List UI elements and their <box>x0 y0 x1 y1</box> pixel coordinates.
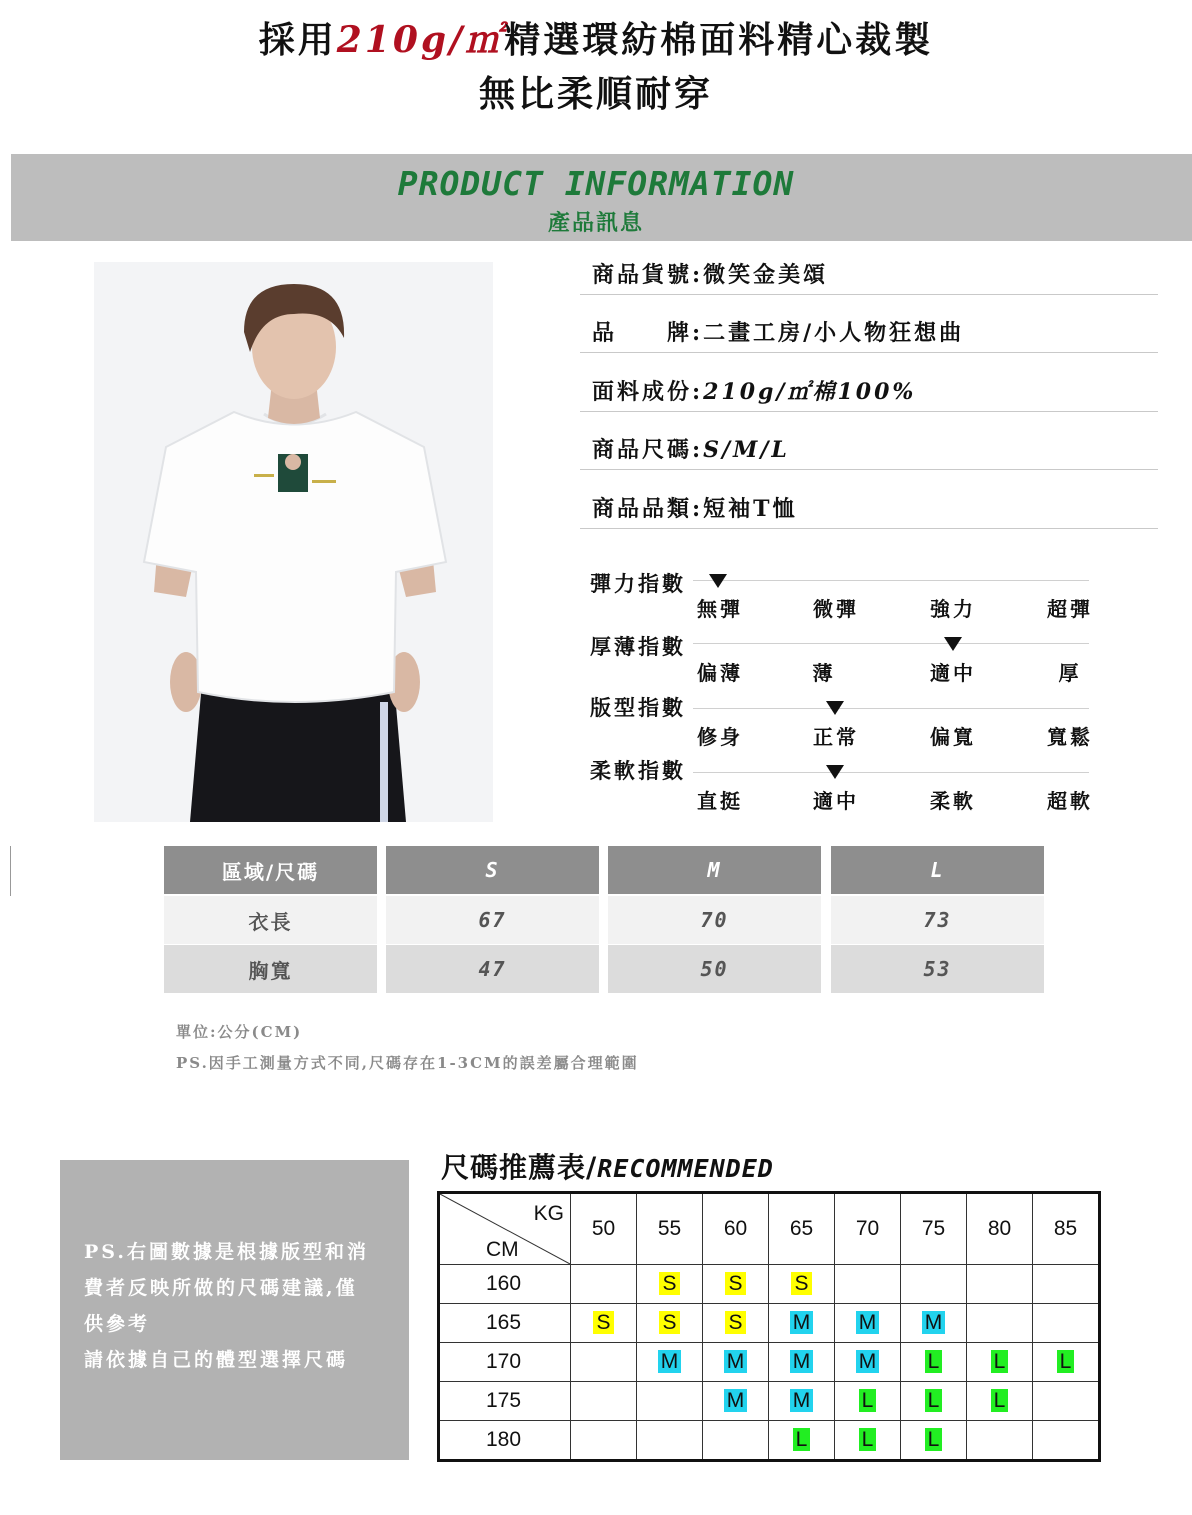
headline-line-2: 無比柔順耐穿 <box>478 73 713 115</box>
recommendation-row <box>439 1304 1100 1343</box>
size-table-cell: 73 <box>831 896 1044 944</box>
index-option: 無彈 <box>697 597 743 621</box>
kg-label: KG <box>533 1202 564 1225</box>
size-cell <box>769 1421 835 1461</box>
unit-note: 單位:公分(CM) <box>176 1023 303 1041</box>
size-badge: M <box>724 1389 748 1412</box>
kg-header: 50 <box>571 1193 637 1265</box>
kg-header: 55 <box>637 1193 703 1265</box>
spec-row-fabric <box>580 372 1158 412</box>
index-option: 修身 <box>697 725 743 749</box>
size-cell <box>1033 1265 1100 1304</box>
product-info-title-zh: 產品訊息 <box>547 210 644 236</box>
spec-row-size <box>580 430 1158 470</box>
size-badge: S <box>725 1272 745 1295</box>
cm-label: CM <box>486 1238 519 1261</box>
index-option: 超軟 <box>1047 789 1093 813</box>
size-cell <box>967 1382 1033 1421</box>
size-table-row-name: 衣長 <box>164 896 377 944</box>
size-badge: L <box>859 1428 877 1451</box>
product-info-title-en: PRODUCT INFORMATION <box>397 164 795 203</box>
index-option: 厚 <box>1058 661 1082 685</box>
size-cell <box>901 1343 967 1382</box>
index-option: 微彈 <box>813 597 859 621</box>
size-table-header: 區域/尺碼 <box>164 846 377 894</box>
size-cell <box>901 1382 967 1421</box>
index-option: 寬鬆 <box>1047 725 1093 749</box>
size-table-cell: 50 <box>608 945 821 993</box>
size-cell <box>967 1421 1033 1461</box>
measurement-note: PS.因手工測量方式不同,尺碼存在1-3CM的誤差屬合理範圍 <box>176 1054 639 1072</box>
spec-value: S/M/L <box>703 437 790 463</box>
size-cell <box>703 1421 769 1461</box>
size-cell <box>1033 1382 1100 1421</box>
size-cell <box>571 1421 637 1461</box>
size-table-row-name: 胸寬 <box>164 945 377 993</box>
index-option: 薄 <box>812 661 836 685</box>
size-recommendation-table <box>437 1191 1101 1462</box>
recommendation-title-zh: 尺碼推薦表/ <box>441 1151 598 1184</box>
index-option: 直挺 <box>697 789 743 813</box>
note-line: 請依據自己的體型選擇尺碼 <box>84 1349 349 1371</box>
recommendation-row <box>439 1265 1100 1304</box>
size-table-header: S <box>386 846 599 894</box>
size-table-cell: 67 <box>386 896 599 944</box>
height-cell: 165 <box>439 1304 571 1343</box>
size-cell <box>1033 1421 1100 1461</box>
spec-value: 210g/㎡棉100% <box>703 379 917 405</box>
spec-row-item-no <box>580 255 1158 295</box>
size-cell <box>967 1343 1033 1382</box>
size-badge: L <box>925 1428 943 1451</box>
size-badge: S <box>659 1311 679 1334</box>
size-badge: M <box>856 1311 880 1334</box>
note-line: 費者反映所做的尺碼建議,僅 <box>84 1277 358 1299</box>
recommendation-body <box>439 1265 1100 1461</box>
size-cell <box>769 1343 835 1382</box>
corner-cell <box>439 1193 571 1265</box>
size-cell <box>835 1382 901 1421</box>
spec-row-brand <box>580 313 1158 353</box>
size-badge: M <box>790 1350 814 1373</box>
size-cell <box>967 1304 1033 1343</box>
product-photo <box>94 262 493 822</box>
kg-header: 85 <box>1033 1193 1100 1265</box>
spec-label: 商品尺碼: <box>592 437 704 463</box>
size-badge: L <box>991 1389 1009 1412</box>
spec-value: 二畫工房/小人物狂想曲 <box>703 320 965 346</box>
model-tshirt-illustration <box>94 262 493 822</box>
index-marker-arrow-icon <box>944 637 962 651</box>
size-badge: L <box>793 1428 811 1451</box>
spec-value: 短袖T恤 <box>703 496 798 522</box>
index-option: 偏薄 <box>697 661 743 685</box>
index-label-thickness: 厚薄指數 <box>590 634 686 659</box>
size-cell <box>637 1382 703 1421</box>
size-badge: S <box>593 1311 613 1334</box>
size-badge: M <box>724 1350 748 1373</box>
size-badge: L <box>925 1389 943 1412</box>
size-cell <box>703 1265 769 1304</box>
index-option: 適中 <box>813 789 859 813</box>
size-cell <box>571 1382 637 1421</box>
size-badge: L <box>991 1350 1009 1373</box>
kg-header: 75 <box>901 1193 967 1265</box>
size-badge: M <box>856 1350 880 1373</box>
index-label-elasticity: 彈力指數 <box>590 571 686 596</box>
size-badge: M <box>922 1311 946 1334</box>
size-cell <box>637 1343 703 1382</box>
size-cell <box>901 1265 967 1304</box>
index-option: 超彈 <box>1047 597 1093 621</box>
index-label-fit: 版型指數 <box>590 695 686 720</box>
recommendation-row <box>439 1382 1100 1421</box>
size-cell <box>901 1304 967 1343</box>
recommendation-title <box>441 1146 774 1186</box>
height-cell: 160 <box>439 1265 571 1304</box>
size-cell <box>1033 1304 1100 1343</box>
recommendation-row <box>439 1421 1100 1461</box>
size-cell <box>967 1265 1033 1304</box>
index-option: 正常 <box>813 725 859 749</box>
size-badge: M <box>790 1311 814 1334</box>
size-cell <box>637 1304 703 1343</box>
size-badge: S <box>659 1272 679 1295</box>
headline-line-1 <box>0 12 1192 63</box>
size-cell <box>835 1265 901 1304</box>
index-label-softness: 柔軟指數 <box>590 758 686 783</box>
kg-header: 60 <box>703 1193 769 1265</box>
size-table-header: L <box>831 846 1044 894</box>
size-badge: M <box>658 1350 682 1373</box>
headline-pre: 採用 <box>258 19 337 61</box>
index-option: 偏寬 <box>930 725 976 749</box>
note-line: 供參考 <box>84 1313 151 1335</box>
size-table-cell: 47 <box>386 945 599 993</box>
size-cell <box>703 1304 769 1343</box>
index-option: 適中 <box>930 661 976 685</box>
index-marker-arrow-icon <box>709 574 727 588</box>
size-cell <box>769 1265 835 1304</box>
kg-header: 65 <box>769 1193 835 1265</box>
index-marker-arrow-icon <box>826 765 844 779</box>
kg-header: 80 <box>967 1193 1033 1265</box>
note-line: PS.右圖數據是根據版型和消 <box>84 1241 369 1263</box>
index-line <box>693 580 1089 581</box>
headline-post: 精選環紡棉面料精心裁製 <box>504 19 934 61</box>
height-cell: 170 <box>439 1343 571 1382</box>
divider <box>10 846 11 896</box>
size-cell <box>571 1304 637 1343</box>
kg-header: 70 <box>835 1193 901 1265</box>
index-line <box>693 643 1089 644</box>
spec-label: 品 牌: <box>592 320 704 346</box>
size-cell <box>769 1304 835 1343</box>
size-table-cell: 53 <box>831 945 1044 993</box>
height-cell: 180 <box>439 1421 571 1461</box>
size-table-header: M <box>608 846 821 894</box>
size-badge: S <box>791 1272 811 1295</box>
size-cell <box>703 1343 769 1382</box>
size-cell <box>571 1265 637 1304</box>
index-line <box>693 772 1089 773</box>
recommendation-row <box>439 1343 1100 1382</box>
size-cell <box>835 1304 901 1343</box>
size-cell <box>637 1265 703 1304</box>
height-cell: 175 <box>439 1382 571 1421</box>
size-cell <box>637 1421 703 1461</box>
kg-header-row <box>439 1193 1100 1265</box>
recommendation-title-en: RECOMMENDED <box>597 1154 774 1183</box>
spec-label: 面料成份: <box>592 379 704 405</box>
size-badge: M <box>790 1389 814 1412</box>
spec-label: 商品貨號: <box>592 262 704 288</box>
size-badge: L <box>925 1350 943 1373</box>
size-cell <box>769 1382 835 1421</box>
index-marker-arrow-icon <box>826 701 844 715</box>
index-option: 強力 <box>930 597 976 621</box>
size-badge: L <box>1057 1350 1075 1373</box>
size-table-cell: 70 <box>608 896 821 944</box>
size-cell <box>571 1343 637 1382</box>
size-cell <box>835 1421 901 1461</box>
recommendation-note <box>84 1234 384 1378</box>
size-cell <box>901 1421 967 1461</box>
spec-row-category <box>580 489 1158 529</box>
headline-weight: 210g/㎡ <box>336 19 505 61</box>
size-badge: S <box>725 1311 745 1334</box>
spec-label: 商品品類: <box>592 496 704 522</box>
size-cell <box>1033 1343 1100 1382</box>
index-option: 柔軟 <box>930 789 976 813</box>
index-line <box>693 708 1089 709</box>
size-cell <box>703 1382 769 1421</box>
size-cell <box>835 1343 901 1382</box>
spec-value: 微笑金美頌 <box>703 262 829 288</box>
size-badge: L <box>859 1389 877 1412</box>
